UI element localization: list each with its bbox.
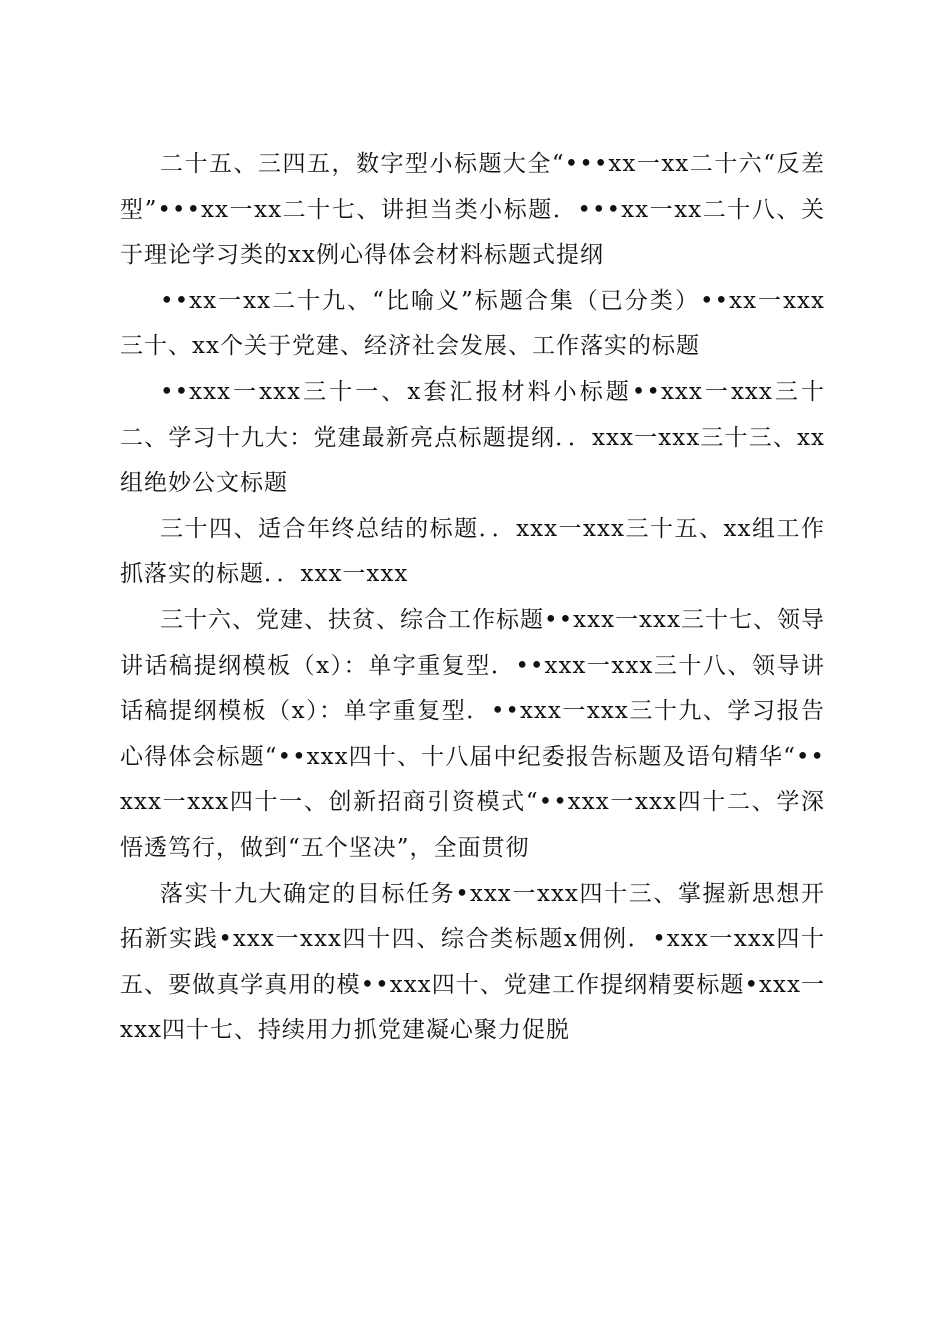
- paragraph-6: 落实十九大确定的目标任务•xxx一xxx四十三、掌握新思想开拓新实践•xxx一xxx四十四、综合类标题x佣例．•xxx一xxx四十五、要做真学真用的模••xxx四十、党建工作提纲精要标题•xxx一xxx四十七、持续用力抓党建凝心聚力促脱: [120, 880, 825, 1044]
- paragraph-1: 二十五、三四五，数字型小标题大全“•••xx一xx二十六“反差型”•••xx一xx二十七、讲担当类小标题．•••xx一xx二十八、关于理论学习类的xx例心得体会材料标题式提纲: [120, 151, 825, 269]
- document-body: [120, 142, 825, 1054]
- paragraph-3: ••xxx一xxx三十一、x套汇报材料小标题••xxx一xxx三十二、学习十九大：党建最新亮点标题提纲．．xxx一xxx三十三、xx组绝妙公文标题: [120, 378, 825, 497]
- paragraph-2: ••xx一xx二十九、“比喻义”标题合集（已分类）••xx一xxx三十、xx个关于党建、经济社会发展、工作落实的标题: [120, 287, 825, 360]
- paragraph-4: 三十四、适合年终总结的标题．．xxx一xxx三十五、xx组工作抓落实的标题．．xxx一xxx: [120, 515, 825, 588]
- paragraph-5: 三十六、党建、扶贫、综合工作标题••xxx一xxx三十七、领导讲话稿提纲模板（x）：单字重复型．••xxx一xxx三十八、领导讲话稿提纲模板（x）：单字重复型．••xxx一xxx三十九、学习报告心得体会标题“••xxx四十、十八届中纪委报告标题及语句精华“••xxx一xxx四十一、创新招商引资模式“••xxx一xxx四十二、学深悟透笃行，做到“五个坚决”，全面贯彻: [120, 606, 825, 861]
